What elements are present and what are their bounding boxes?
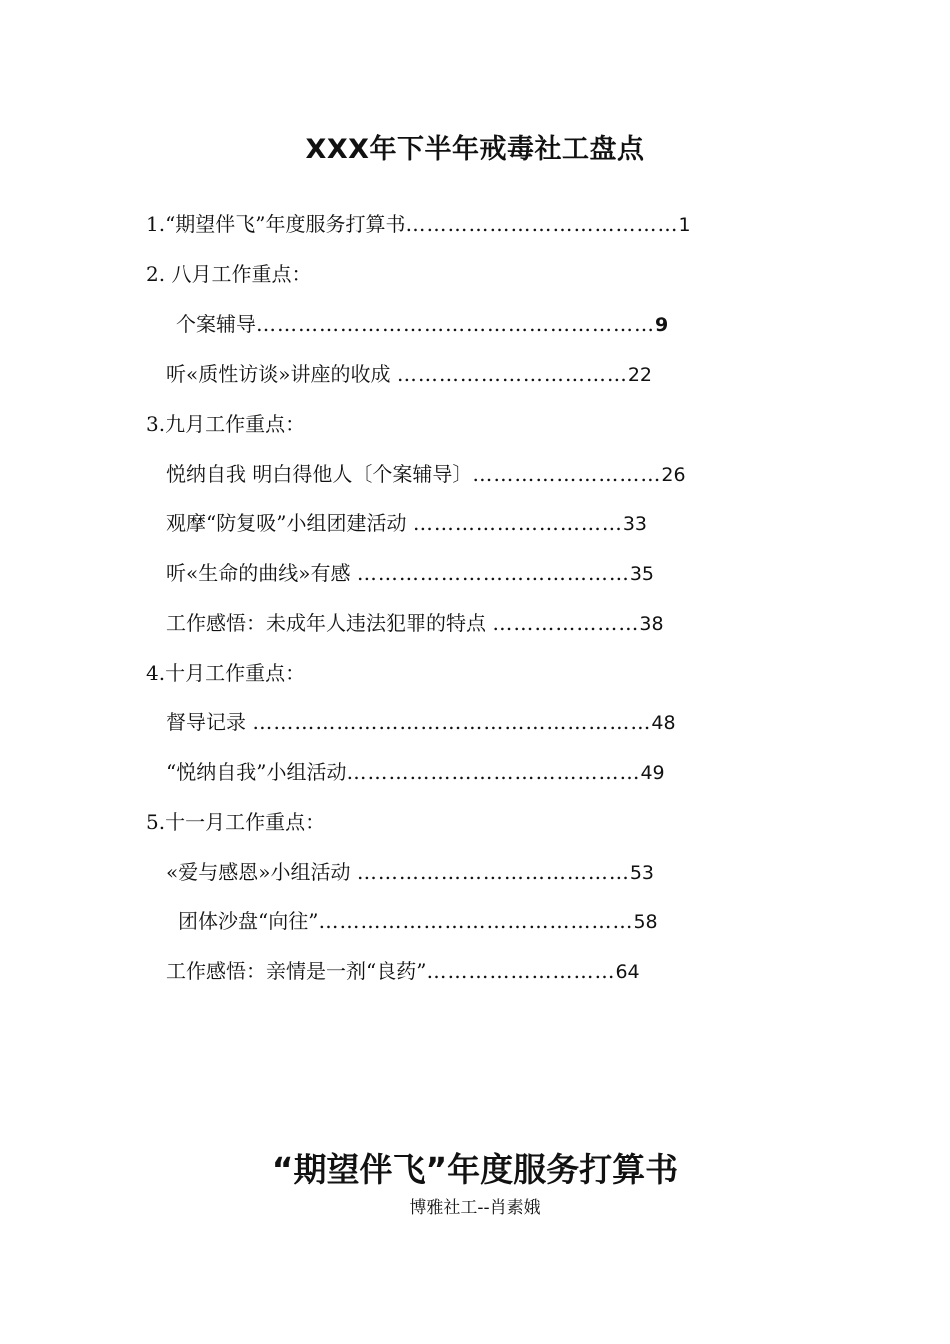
toc-leader-dots: …………………………… — [396, 362, 628, 386]
toc-page-number: 48 — [651, 712, 676, 734]
toc-entry-text: «爱与感恩»小组活动 — [166, 860, 357, 884]
toc-page-number: 9 — [655, 314, 669, 336]
toc-page-number: 26 — [661, 464, 686, 486]
toc-leader-dots: ………………………………………………… — [256, 312, 655, 336]
toc-leader-dots: ……………………… — [426, 959, 616, 983]
toc-page-number: 38 — [639, 613, 664, 635]
toc-entry — [166, 708, 676, 737]
toc-leader-dots: ………………………………… — [405, 212, 679, 236]
toc-leader-dots: ………………… — [492, 611, 640, 635]
toc-entry-text: 工作感悟：未成年人违法犯罪的特点 — [166, 611, 493, 635]
document-title: XXX年下半年戒毒社工盘点 — [305, 134, 645, 165]
toc-heading-text: 5.十一月工作重点： — [146, 810, 326, 834]
toc-page-number: 22 — [627, 364, 653, 386]
toc-entry — [166, 858, 654, 887]
toc-entry-text: 悦纳自我 明白得他人〔个案辅导〕 — [166, 462, 473, 486]
toc-entry-text: “悦纳自我”小组活动 — [166, 760, 347, 784]
toc-entry — [166, 460, 686, 489]
toc-entry-text: 1.“期望伴飞”年度服务打算书 — [146, 212, 406, 236]
toc-entry — [178, 907, 658, 936]
toc-leader-dots: ………………………………………………… — [252, 710, 652, 734]
toc-page-number: 33 — [622, 513, 647, 535]
toc-page-number: 53 — [629, 862, 655, 884]
author-line: 博雅社工--肖素娥 — [409, 1198, 541, 1218]
toc-entry — [166, 360, 652, 389]
toc-heading — [146, 808, 325, 836]
toc-page-number: 1 — [678, 214, 691, 236]
toc-heading — [146, 659, 305, 687]
toc-leader-dots: ……………………………………… — [318, 909, 634, 933]
toc-entry — [166, 758, 665, 787]
toc-entry — [166, 509, 647, 538]
toc-heading-text: 4.十月工作重点： — [146, 661, 306, 685]
toc-leader-dots: ………………………………… — [356, 860, 630, 884]
toc-heading-text: 2. 八月工作重点： — [146, 262, 312, 286]
toc-entry — [166, 957, 640, 986]
toc-entry — [176, 310, 668, 339]
toc-heading — [146, 260, 311, 288]
toc-entry-text: 听«质性访谈»讲座的收成 — [166, 362, 397, 386]
toc-leader-dots: ………………………………… — [356, 561, 630, 585]
toc-entry — [146, 210, 691, 239]
toc-heading — [146, 410, 305, 438]
toc-leader-dots: ………………………… — [412, 511, 623, 535]
toc-entry-text: 工作感悟：亲情是一剂“良药” — [166, 959, 427, 983]
toc-page-number: 58 — [633, 911, 658, 933]
toc-page-number: 64 — [615, 961, 640, 983]
toc-entry-text: 督导记录 — [166, 710, 253, 734]
toc-page-number: 35 — [629, 563, 655, 585]
toc-page-number: 49 — [640, 762, 665, 784]
toc-entry-text: 个案辅导 — [176, 312, 256, 336]
toc-entry-text: 听«生命的曲线»有感 — [166, 561, 357, 585]
toc-heading-text: 3.九月工作重点： — [146, 412, 306, 436]
toc-leader-dots: ……………………… — [472, 462, 662, 486]
toc-leader-dots: …………………………………… — [346, 760, 641, 784]
toc-entry-text: 团体沙盘“向往” — [178, 909, 319, 933]
toc-entry — [166, 609, 664, 638]
section-title: “期望伴飞”年度服务打算书 — [271, 1150, 679, 1189]
toc-entry — [166, 559, 654, 588]
toc-entry-text: 观摩“防复吸”小组团建活动 — [166, 511, 413, 535]
